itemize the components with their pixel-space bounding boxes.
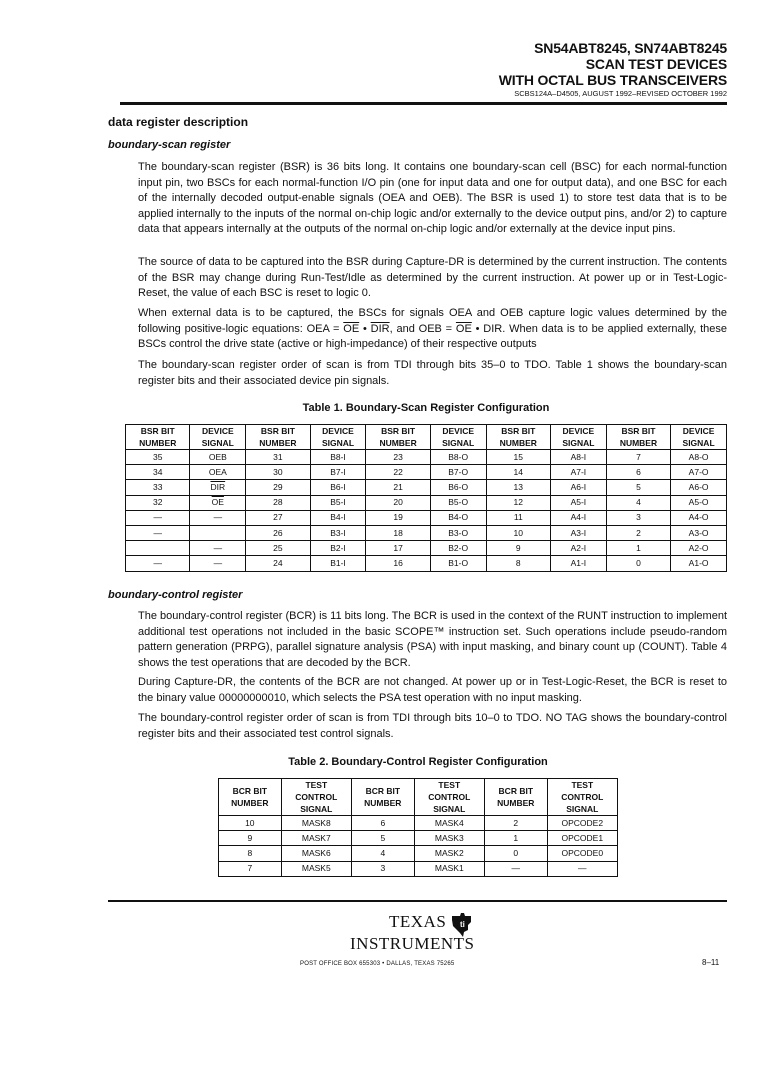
header-text: BCR BIT: [232, 786, 268, 796]
table-cell: 9: [219, 831, 282, 846]
header-text: NUMBER: [259, 438, 297, 448]
logo-text-texas: TEXAS: [389, 912, 447, 931]
table-cell: 28: [246, 495, 310, 510]
table-cell: 4: [606, 495, 670, 510]
table-cell: A1-I: [551, 556, 607, 571]
footer-address: POST OFFICE BOX 655303 • DALLAS, TEXAS 75265: [300, 961, 455, 967]
table-row: [126, 450, 727, 465]
table-cell: B3-I: [310, 525, 366, 540]
table-cell: 10: [219, 816, 282, 831]
table-cell: 13: [486, 480, 550, 495]
bcr-paragraph-2: During Capture-DR, the contents of the BCR are not changed. At power up or in Test-Logic-Reset, the BCR is reset to the binary value 00000000010, which selects the PSA test operation with no input masking.: [138, 676, 727, 704]
table-cell: 34: [126, 465, 190, 480]
table-cell: OPCODE1: [547, 831, 617, 846]
header-text: DEVICE: [682, 426, 715, 436]
table-cell: [126, 541, 190, 556]
table-cell: A5-O: [671, 495, 727, 510]
table1-header-cell: [126, 425, 190, 450]
header-text: NUMBER: [497, 798, 535, 808]
table2-caption: Table 2. Boundary-Control Register Configuration: [288, 756, 548, 768]
table1-header-cell: [246, 425, 310, 450]
header-text: CONTROL: [295, 792, 338, 802]
boundary-control-register-table: [218, 778, 618, 877]
table-cell: MASK8: [281, 816, 351, 831]
table-cell: 35: [126, 450, 190, 465]
table-cell: A4-O: [671, 510, 727, 525]
header-text: NUMBER: [364, 798, 402, 808]
table-cell: B5-O: [430, 495, 486, 510]
bsr-p3-text: , and OEB =: [389, 322, 456, 335]
table-cell: —: [190, 510, 246, 525]
svg-text:ti: ti: [460, 920, 465, 929]
table-cell: A3-I: [551, 525, 607, 540]
table-cell: —: [484, 861, 547, 876]
oe-overbar: $\overline{OE}$: [455, 322, 472, 335]
table-cell: 1: [606, 541, 670, 556]
table-cell: 3: [351, 861, 414, 876]
table-cell: A6-O: [671, 480, 727, 495]
table-cell: A4-I: [551, 510, 607, 525]
table-cell: A7-O: [671, 465, 727, 480]
table-cell: B6-I: [310, 480, 366, 495]
table-cell: 24: [246, 556, 310, 571]
table-row: [126, 541, 727, 556]
table-cell: 33: [126, 480, 190, 495]
header-text: BCR BIT: [498, 786, 534, 796]
table1-header-cell: [551, 425, 607, 450]
header-text: SIGNAL: [433, 804, 466, 814]
header-text: SIGNAL: [562, 438, 595, 448]
table-cell: 9: [486, 541, 550, 556]
table-cell: A3-O: [671, 525, 727, 540]
table-row: [219, 816, 618, 831]
header-text: SIGNAL: [300, 804, 333, 814]
table-cell: MASK1: [414, 861, 484, 876]
table-cell: $\overline{OE}$: [190, 495, 246, 510]
table-cell: MASK2: [414, 846, 484, 861]
table-cell: A1-O: [671, 556, 727, 571]
texas-instruments-logo: [350, 912, 510, 960]
table-cell: OPCODE0: [547, 846, 617, 861]
table-cell: 5: [351, 831, 414, 846]
header-text: NUMBER: [619, 438, 658, 448]
table-row: [126, 495, 727, 510]
table-cell: 8: [486, 556, 550, 571]
table-row: [126, 556, 727, 571]
table-cell: 29: [246, 480, 310, 495]
table-cell: MASK3: [414, 831, 484, 846]
document-header: [499, 40, 727, 98]
table-cell: 1: [484, 831, 547, 846]
header-text: BSR BIT: [140, 426, 175, 436]
table-cell: 6: [606, 465, 670, 480]
table-cell: 3: [606, 510, 670, 525]
bcr-heading: boundary-control register: [108, 589, 243, 601]
table-cell: A2-I: [551, 541, 607, 556]
table-cell: 0: [606, 556, 670, 571]
header-text: CONTROL: [561, 792, 604, 802]
table-cell: 14: [486, 465, 550, 480]
table-cell: A7-I: [551, 465, 607, 480]
table-cell: 26: [246, 525, 310, 540]
section-title: data register description: [108, 115, 249, 129]
dir-overbar: $\overline{DIR}$: [370, 322, 390, 335]
header-text: SIGNAL: [201, 438, 234, 448]
header-text: DEVICE: [201, 426, 234, 436]
document-code: SCBS124A–D4505, AUGUST 1992–REVISED OCTOBER 1992: [514, 89, 727, 98]
table-cell: OEA: [190, 465, 246, 480]
table1-header-cell: [366, 425, 430, 450]
table-row: [219, 831, 618, 846]
header-text: BSR BIT: [501, 426, 536, 436]
header-rule: [120, 102, 727, 105]
table-cell: B8-O: [430, 450, 486, 465]
table-cell: A6-I: [551, 480, 607, 495]
table1-header-cell: [310, 425, 366, 450]
table-cell: 25: [246, 541, 310, 556]
table-cell: —: [126, 510, 190, 525]
header-text: NUMBER: [231, 798, 269, 808]
bsr-p3-text: •: [359, 322, 371, 335]
table-cell: 30: [246, 465, 310, 480]
table-cell: B2-O: [430, 541, 486, 556]
table-cell: 8: [219, 846, 282, 861]
table-cell: 2: [484, 816, 547, 831]
table-cell: 17: [366, 541, 430, 556]
header-text: SIGNAL: [566, 804, 599, 814]
header-text: BSR BIT: [260, 426, 295, 436]
part-numbers: SN54ABT8245, SN74ABT8245: [534, 40, 727, 56]
table-cell: 5: [606, 480, 670, 495]
header-text: DEVICE: [442, 426, 475, 436]
table-cell: 7: [219, 861, 282, 876]
table-cell: B5-I: [310, 495, 366, 510]
table-cell: MASK7: [281, 831, 351, 846]
header-text: SIGNAL: [682, 438, 715, 448]
table-cell: 31: [246, 450, 310, 465]
table-cell: —: [547, 861, 617, 876]
table-row: [126, 465, 727, 480]
footer-rule: [108, 900, 727, 902]
table-cell: 4: [351, 846, 414, 861]
bcr-paragraph-1: The boundary-control register (BCR) is 11 bits long. The BCR is used in the context of the RUNT instruction to implement additional test operations not included in the basic SCOPE™ instruction set. Such operations include pseudo-random pattern generation (PRPG), parallel signature analysis (PSA) with input masking, and binary count up (COUNT). Table 4 shows the test operations that are decoded by the BCR.: [138, 610, 727, 669]
table-cell: [190, 525, 246, 540]
table-cell: 16: [366, 556, 430, 571]
table-row: [126, 510, 727, 525]
table-cell: —: [190, 556, 246, 571]
table-cell: B7-I: [310, 465, 366, 480]
table1-header-cell: [430, 425, 486, 450]
table-cell: 7: [606, 450, 670, 465]
table-cell: 15: [486, 450, 550, 465]
header-text: TEST: [571, 780, 594, 790]
table-cell: B4-I: [310, 510, 366, 525]
table-cell: B1-I: [310, 556, 366, 571]
table-cell: $\overline{DIR}$: [190, 480, 246, 495]
ti-state-icon: [450, 912, 474, 938]
header-subtitle-line: WITH OCTAL BUS TRANSCEIVERS: [498, 72, 727, 88]
table2-header-cell: [351, 779, 414, 816]
table-cell: 6: [351, 816, 414, 831]
table-row: [126, 525, 727, 540]
table-cell: 22: [366, 465, 430, 480]
table-cell: 2: [606, 525, 670, 540]
table-cell: 27: [246, 510, 310, 525]
table-row: [219, 846, 618, 861]
table-row: [126, 480, 727, 495]
header-text: BCR BIT: [365, 786, 401, 796]
table-cell: A5-I: [551, 495, 607, 510]
table-cell: MASK6: [281, 846, 351, 861]
table-cell: OEB: [190, 450, 246, 465]
table-cell: B4-O: [430, 510, 486, 525]
header-text: DEVICE: [322, 426, 354, 436]
table-cell: A2-O: [671, 541, 727, 556]
table-cell: B8-I: [310, 450, 366, 465]
table-cell: 23: [366, 450, 430, 465]
table2-header-cell: [547, 779, 617, 816]
table-cell: B3-O: [430, 525, 486, 540]
table2-header-cell: [484, 779, 547, 816]
table-cell: 20: [366, 495, 430, 510]
boundary-scan-register-table: [125, 424, 727, 572]
table-cell: A8-O: [671, 450, 727, 465]
table-cell: 10: [486, 525, 550, 540]
table-cell: OPCODE2: [547, 816, 617, 831]
table2-header-cell: [219, 779, 282, 816]
header-text: TEST: [305, 780, 328, 790]
table1-header-cell: [190, 425, 246, 450]
header-text: NUMBER: [499, 438, 537, 448]
bcr-paragraph-3: The boundary-control register order of scan is from TDI through bits 10–0 to TDO. NO TAG shows the boundary-control register bits and their associated test control signals.: [138, 712, 727, 740]
table1-header-cell: [486, 425, 550, 450]
table-cell: MASK5: [281, 861, 351, 876]
header-text: BSR BIT: [621, 426, 656, 436]
header-text: SIGNAL: [321, 438, 355, 448]
header-text: SIGNAL: [442, 438, 475, 448]
table-cell: MASK4: [414, 816, 484, 831]
table-cell: B2-I: [310, 541, 366, 556]
bsr-paragraph-2: The source of data to be captured into the BSR during Capture-DR is determined by the current instruction. The contents of the BSR may change during Run-Test/Idle as determined by the current instruction. At power up or in Test-Logic-Reset, the value of each BSC is reset to logic 0.: [138, 256, 727, 300]
table-cell: 11: [486, 510, 550, 525]
table-cell: 21: [366, 480, 430, 495]
bsr-p3-text: When external data is to be captured, the BSCs for signals OEA and OEB capture logic values determined by the following positive-logic equations: OEA =: [138, 307, 727, 335]
bsr-p3-text: • DIR. When data is to be applied externally, these BSCs control the drive state (active or high-impedance) of their respective outputs: [138, 322, 727, 351]
header-text: NUMBER: [379, 438, 417, 448]
table-row: [219, 861, 618, 876]
table-cell: 0: [484, 846, 547, 861]
table2-header-cell: [281, 779, 351, 816]
header-text: DEVICE: [562, 426, 595, 436]
oe-overbar: $\overline{OE}$: [343, 322, 360, 335]
header-text: TEST: [438, 780, 461, 790]
bsr-paragraph-1: The boundary-scan register (BSR) is 36 bits long. It contains one boundary-scan cell (BSC) for each normal-function input pin, two BSCs for each normal-function I/O pin (one for input data and one for output data), and one BSC for each of the internally decoded output-enable signals (OEA and OEB). The BSR is used 1) to store test data that is to be applied internally to the inputs of the normal on-chip logic and/or externally to the device output pins, and/or 2) to capture data that appears internally at the outputs of the normal on-chip logic and/or externally at the device input pins.: [138, 161, 727, 236]
bsr-heading: boundary-scan register: [108, 139, 231, 151]
header-title-line: SCAN TEST DEVICES: [585, 56, 727, 72]
table-cell: —: [190, 541, 246, 556]
table-cell: 32: [126, 495, 190, 510]
header-text: NUMBER: [139, 438, 177, 448]
table-cell: B7-O: [430, 465, 486, 480]
table-cell: B1-O: [430, 556, 486, 571]
page-number: 8–11: [702, 958, 720, 967]
bsr-paragraph-4: The boundary-scan register order of scan is from TDI through bits 35–0 to TDO. Table 1 shows the boundary-scan register bits and their associated device pin signals.: [138, 359, 727, 387]
table2-header-cell: [414, 779, 484, 816]
header-text: CONTROL: [428, 792, 471, 802]
table-cell: —: [126, 525, 190, 540]
table1-header-cell: [671, 425, 727, 450]
table-cell: 18: [366, 525, 430, 540]
table-cell: 12: [486, 495, 550, 510]
table-cell: A8-I: [551, 450, 607, 465]
bsr-paragraph-3: [138, 306, 727, 353]
table-cell: 19: [366, 510, 430, 525]
table-cell: —: [126, 556, 190, 571]
logo-text-instruments: INSTRUMENTS: [350, 934, 475, 953]
table-cell: B6-O: [430, 480, 486, 495]
table1-caption: Table 1. Boundary-Scan Register Configuration: [302, 402, 550, 414]
table1-header-cell: [606, 425, 670, 450]
header-text: BSR BIT: [381, 426, 416, 436]
